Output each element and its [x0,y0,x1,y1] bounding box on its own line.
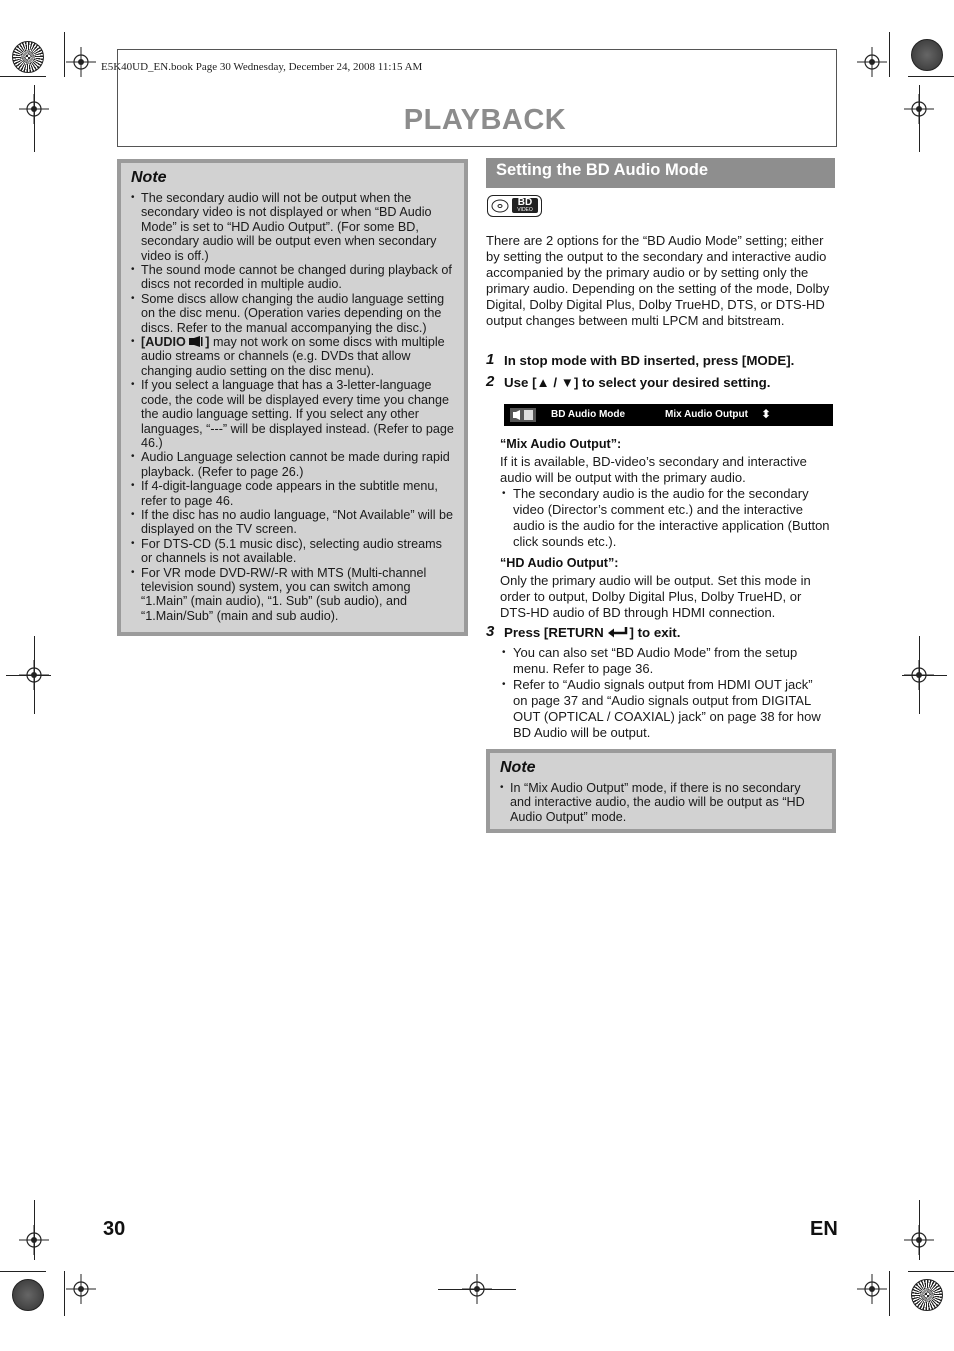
language-label: EN [810,1218,838,1240]
list-item: • In “Mix Audio Output” mode, if there is no secondary and interactive audio, the audio will be output as “HD Audio Output” mode. [500,781,822,824]
list-item: • The sound mode cannot be changed during playback of discs not recorded in multiple audio. [131,263,454,292]
step-text-return [504,625,680,640]
return-icon [607,627,629,638]
settings-menu-bar [504,404,833,426]
settings-value: Mix Audio Output [665,409,748,420]
list-item: • If the disc has no audio language, “Not Available” will be displayed on the TV screen. [131,508,454,537]
section-title: Setting the BD Audio Mode [496,161,709,179]
down-arrow-icon: ▼ [560,375,574,390]
mix-audio-bullets [500,486,830,550]
page-number: 30 [103,1218,126,1240]
registration-sunburst-icon [911,39,943,71]
note-title: Note [500,759,536,776]
audio-settings-icon [510,408,536,422]
speaker-icon [189,336,205,347]
step-text-part: ] to exit. [629,625,681,640]
bd-badge-sub: VIDEO [517,207,533,213]
list-item: • If you select a language that has a 3-letter-language code, the code will be displayed every time you change the audio language setting. If you select any other languages, “---” will be displayed instead. (Refer to page 46.) [131,378,454,450]
audio-key-text: may not work on some discs with multiple audio streams or channels (e.g. DVDs that allow changing audio setting on the disc menu). [141,335,445,378]
note-title: Note [131,169,167,186]
list-item: • If 4-digit-language code appears in the subtitle menu, refer to page 46. [131,479,454,508]
crosshair-icon [66,1274,96,1304]
hd-audio-text: Only the primary audio will be output. Set this mode in order to output, Dolby Digital Plus, Dolby TrueHD, or DTS-HD audio of BD through HDMI connection. [500,573,811,620]
audio-key-label: [AUDIO [141,335,186,350]
step-text-part: ] to select your desired setting. [573,375,771,390]
registration-sunburst-icon [911,1279,943,1311]
list-item-audio-key [131,335,454,378]
note-list [500,781,822,824]
crosshair-icon [857,1274,887,1304]
step-text-part: Use [ [504,375,537,390]
list-item: • Refer to “Audio signals output from HDMI OUT jack” on page 37 and “Audio signals output from DIGITAL OUT (OPTICAL / COAXIAL) jack” on page 38 for how BD Audio will be output. [500,677,830,741]
bd-video-badge [487,195,542,217]
list-item: • For DTS-CD (5.1 music disc), selecting audio streams or channels is not available. [131,537,454,566]
page-title: PLAYBACK [403,104,567,136]
settings-label: BD Audio Mode [551,409,626,420]
bd-badge-text: BD [517,197,533,208]
file-header: E5K40UD_EN.book Page 30 Wednesday, December 24, 2008 11:15 AM [101,61,423,73]
step-text-part: / [549,375,561,390]
list-item: • Some discs allow changing the audio language setting on the disc menu. (Operation varies depending on the discs. Refer to the manual accompanying the disc.) [131,292,454,335]
list-item: • Audio Language selection cannot be made during rapid playback. (Refer to page 26.) [131,450,454,479]
step-text-part: Press [RETURN [504,625,608,640]
step-text-select [504,375,771,390]
step-number: 2 [486,373,495,390]
hd-audio-heading: “HD Audio Output”: [500,556,619,570]
step-text: In stop mode with BD inserted, press [MODE]. [504,353,795,368]
step-number: 1 [486,351,495,368]
list-item: • The secondary audio is the audio for the secondary video (Director’s comment etc.) and the interactive audio is the audio for the interactive application (Button click sounds etc.). [500,486,830,550]
crosshair-icon [66,47,96,77]
up-arrow-icon: ▲ [536,375,550,390]
right-note-box [486,749,836,833]
note-list [131,191,454,623]
disc-icon [491,199,509,213]
bd-badge-label-box [512,198,538,213]
intro-paragraph: There are 2 options for the “BD Audio Mode” setting; either by setting the output to the secondary and interactive audio accompanied by the primary audio or by setting only the primary audio. Depending on the setting of the mode, Dolby Digital, Dolby Digital Plus, Dolby TrueHD, DTS, or DTS-HD output changes between multi LPCM and bitstream. [486,233,830,328]
step-number: 3 [486,623,495,640]
registration-sunburst-icon [12,41,44,73]
registration-sunburst-icon [12,1279,44,1311]
up-down-arrows-icon: ⬍ [761,407,772,421]
after-step-bullets [500,645,830,741]
list-item: • You can also set “BD Audio Mode” from the setup menu. Refer to page 36. [500,645,830,677]
mix-audio-text: If it is available, BD-video’s secondary and interactive audio will be output with the primary audio. [500,454,807,485]
audio-key-close: ] [205,335,210,350]
mix-audio-heading: “Mix Audio Output”: [500,437,622,451]
list-item: • The secondary audio will not be output when the secondary video is not displayed or when “BD Audio Mode” is set to “HD Audio Output”. (For some BD, secondary audio will be output even when secondary video is off.) [131,191,454,263]
crosshair-icon [857,47,887,77]
list-item: • For VR mode DVD-RW/-R with MTS (Multi-channel television sound) system, you can switch among “1.Main” (main audio), “1. Sub” (sub audio), and “1.Main/Sub” (main and sub audio). [131,566,454,624]
left-note-box [117,159,468,636]
